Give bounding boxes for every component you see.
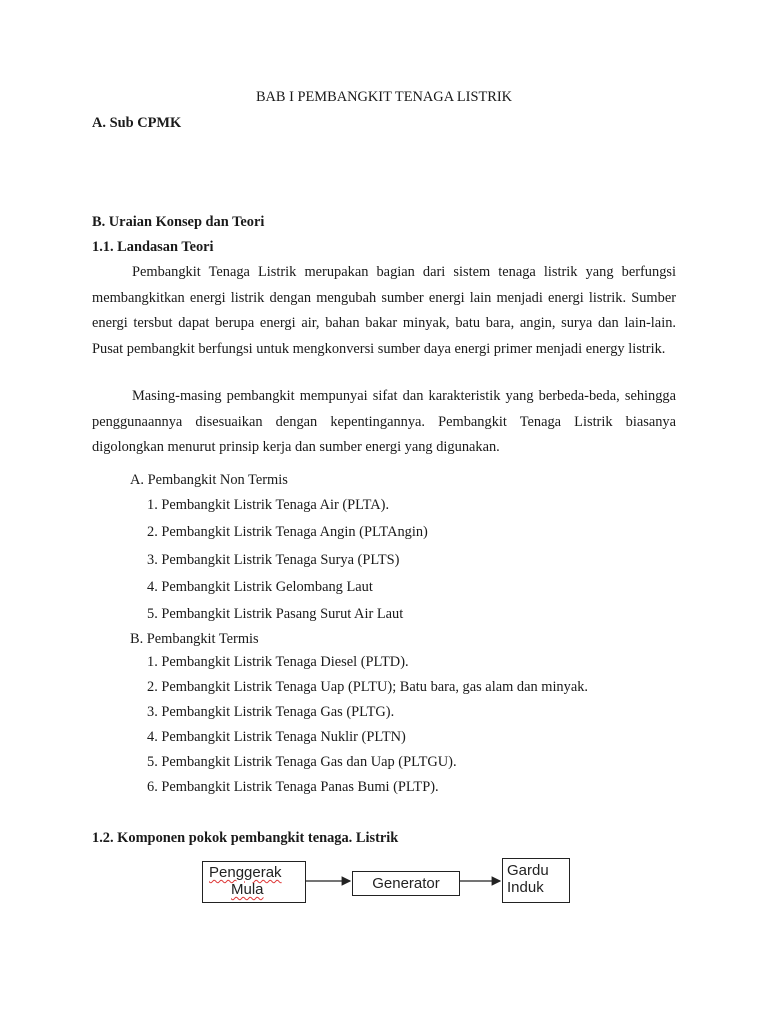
box-penggerak-mula-line1: Penggerak <box>209 864 282 881</box>
list-item: 5. Pembangkit Listrik Tenaga Gas dan Uap (PLTGU). <box>147 754 457 770</box>
list-item: 6. Pembangkit Listrik Tenaga Panas Bumi (PLTP). <box>147 779 439 795</box>
box-gardu-induk-line2: Induk <box>507 879 544 896</box>
heading-sub-cpmk: A. Sub CPMK <box>92 115 182 131</box>
box-penggerak-mula-line2: Mula <box>231 881 264 898</box>
paragraph-definition: Pembangkit Tenaga Listrik merupakan bagian dari sistem tenaga listrik yang berfungsi membangkitkan energi listrik dengan mengubah sumber energi lain menjadi energi listrik. Sumber energi tersbut dapat berupa energi air, bahan bakar minyak, batu bara, angin, surya dan lain-lain. Pusat pembangkit berfungsi untuk mengkonversi sumber daya energi primer menjadi energy listrik. <box>92 264 676 357</box>
box-generator-label: Generator <box>372 875 440 892</box>
heading-komponen-pokok: 1.2. Komponen pokok pembangkit tenaga. Listrik <box>92 830 399 846</box>
paragraph-classification: Masing-masing pembangkit mempunyai sifat dan karakteristik yang berbeda-beda, sehingga penggunaannya disesuaikan dengan kepentingannya. Pembangkit Tenaga Listrik biasanya digolongkan menurut prinsip kerja dan sumber energi yang digunakan. <box>92 388 676 456</box>
heading-uraian-konsep: B. Uraian Konsep dan Teori <box>92 214 265 230</box>
list-item: 1. Pembangkit Listrik Tenaga Diesel (PLTD). <box>147 654 409 670</box>
list-item: 1. Pembangkit Listrik Tenaga Air (PLTA). <box>147 497 390 513</box>
list-item: 3. Pembangkit Listrik Tenaga Surya (PLTS) <box>147 552 400 568</box>
list-item: 5. Pembangkit Listrik Pasang Surut Air Laut <box>147 606 404 622</box>
box-gardu-induk-line1: Gardu <box>507 862 549 879</box>
list-item: 4. Pembangkit Listrik Gelombang Laut <box>147 579 373 595</box>
list-item: 2. Pembangkit Listrik Tenaga Uap (PLTU); Batu bara, gas alam dan minyak. <box>147 679 589 695</box>
list-b-heading: B. Pembangkit Termis <box>130 631 259 647</box>
list-a-heading: A. Pembangkit Non Termis <box>130 472 288 488</box>
list-item: 2. Pembangkit Listrik Tenaga Angin (PLTAngin) <box>147 524 428 540</box>
heading-landasan-teori: 1.1. Landasan Teori <box>92 239 214 255</box>
list-item: 3. Pembangkit Listrik Tenaga Gas (PLTG). <box>147 704 395 720</box>
chapter-title: BAB I PEMBANGKIT TENAGA LISTRIK <box>255 89 513 105</box>
list-item: 4. Pembangkit Listrik Tenaga Nuklir (PLTN) <box>147 729 406 745</box>
